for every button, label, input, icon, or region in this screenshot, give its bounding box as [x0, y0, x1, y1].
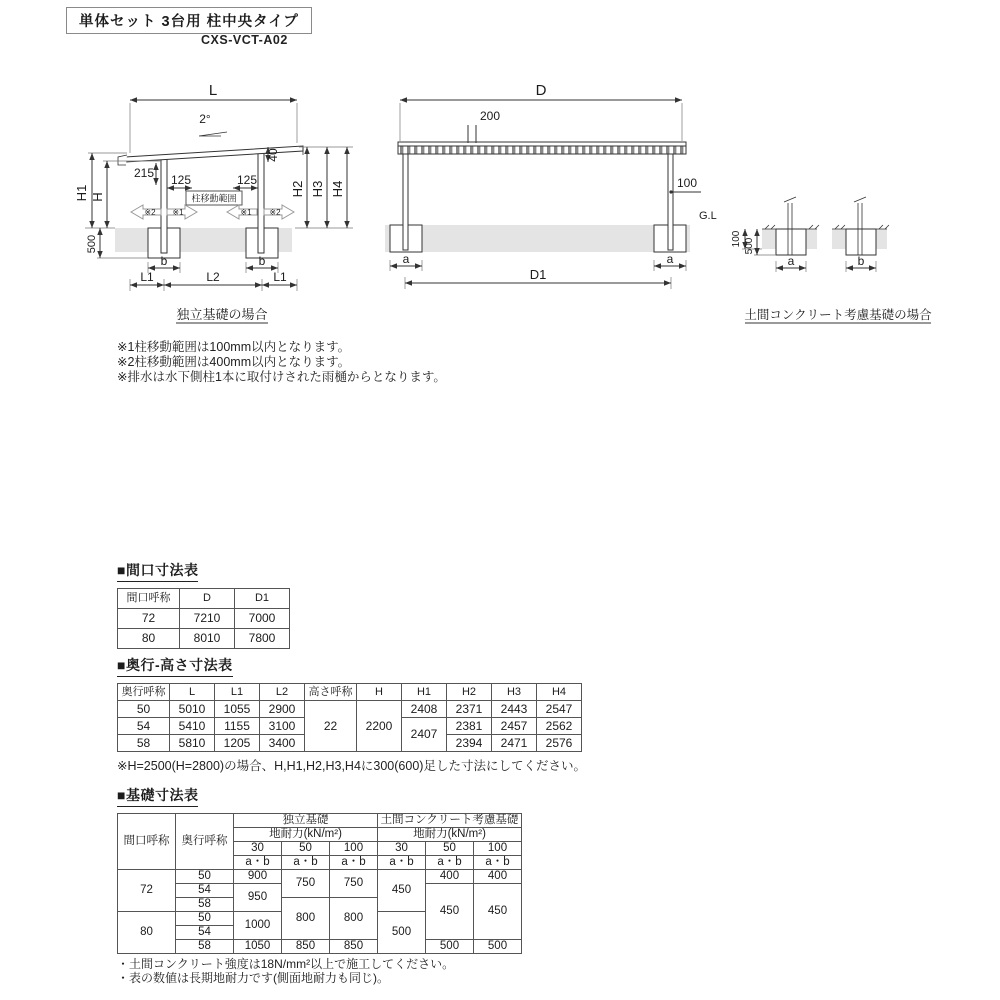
table-cell: 58: [176, 898, 234, 912]
table-cell: 450: [474, 884, 522, 940]
group-header-slab: 土間コンクリート考慮基礎: [378, 814, 522, 828]
col-header: a・b: [426, 856, 474, 870]
table-cell: 50: [176, 870, 234, 884]
table-cell: 7210: [180, 609, 235, 629]
table-cell: 72: [118, 609, 180, 629]
table-cell: 5810: [170, 735, 215, 752]
dim-label-l1a: L1: [140, 270, 154, 284]
maguchi-table-title: ■間口寸法表: [117, 560, 198, 582]
roof-beam: [398, 142, 686, 146]
col-header: 30: [378, 842, 426, 856]
col-header: D: [180, 589, 235, 609]
table-cell: 2408: [402, 701, 447, 718]
dim-label-215: 215: [133, 166, 154, 180]
col-header: H1: [402, 684, 447, 701]
table-cell: 2547: [537, 701, 582, 718]
col-header: H2: [447, 684, 492, 701]
page-title: 単体セット 3台用 柱中央タイプ: [66, 7, 312, 34]
table-cell: 54: [118, 718, 170, 735]
table-row: [118, 940, 522, 954]
col-header: a・b: [234, 856, 282, 870]
col-header: L: [170, 684, 215, 701]
table-cell: 800: [282, 898, 330, 940]
table-cell: 750: [282, 870, 330, 898]
table-row: [118, 629, 290, 649]
ref1-label-right: ※1: [240, 208, 252, 217]
col-header: H: [357, 684, 402, 701]
side-view-diagram: [74, 82, 353, 323]
okuyuki-table-title: ■奥行-高さ寸法表: [117, 655, 233, 677]
table-cell: 5410: [170, 718, 215, 735]
bearing-header: 地耐力(kN/m²): [378, 828, 522, 842]
table-header-row: [118, 684, 582, 701]
dim-label-100-front: 100: [677, 176, 698, 190]
dim-label-d: D: [535, 82, 547, 99]
ref2-label-left: ※2: [144, 208, 156, 217]
table-cell: 72: [118, 870, 176, 912]
table-header-row: [118, 814, 522, 828]
movement-range-label: 柱移動範囲: [191, 193, 237, 204]
okuyuki-table-note: ※H=2500(H=2800)の場合、H,H1,H2,H3,H4に300(600)足した寸法にしてください。: [117, 759, 586, 773]
foundation-b: [846, 229, 876, 255]
dim-label-125-right: 125: [236, 173, 258, 187]
table-header-row: [118, 589, 290, 609]
ground-level-label: G.L: [699, 210, 717, 222]
dim-label-l: L: [208, 82, 218, 99]
dim-label-a-left: a: [402, 252, 410, 266]
table-cell: 800: [330, 898, 378, 940]
table-cell: 1205: [215, 735, 260, 752]
maguchi-table: [117, 588, 290, 649]
table-cell: 450: [378, 870, 426, 912]
table-cell: 5010: [170, 701, 215, 718]
table-cell: 22: [305, 701, 357, 752]
col-header: 30: [234, 842, 282, 856]
table-cell: 50: [118, 701, 170, 718]
dim-label-d1: D1: [529, 267, 547, 282]
table-row: [118, 870, 522, 884]
table-cell: 500: [426, 940, 474, 954]
table-cell: 850: [282, 940, 330, 954]
dim-label-500-side: 500: [86, 234, 98, 254]
model-number: CXS-VCT-A02: [201, 33, 288, 47]
table-cell: 2900: [260, 701, 305, 718]
table-cell: 2381: [447, 718, 492, 735]
dim-label-100-slab: 100: [731, 230, 742, 248]
table-cell: 1000: [234, 912, 282, 940]
table-cell: 2457: [492, 718, 537, 735]
dim-label-b-left: b: [160, 254, 168, 268]
post-left: [161, 159, 167, 253]
table-cell: 2443: [492, 701, 537, 718]
table-cell: 400: [474, 870, 522, 884]
table-cell: 1050: [234, 940, 282, 954]
dim-label-125-left: 125: [170, 173, 192, 187]
table-cell: 58: [176, 940, 234, 954]
slope-label: 2°: [199, 112, 211, 126]
gutter: [118, 155, 127, 165]
table-cell: 8010: [180, 629, 235, 649]
col-header: a・b: [282, 856, 330, 870]
dim-label-a-right: a: [666, 252, 674, 266]
table-cell: 2576: [537, 735, 582, 752]
table-cell: 450: [426, 884, 474, 940]
col-header: a・b: [330, 856, 378, 870]
col-header: H3: [492, 684, 537, 701]
dim-label-h3: H3: [310, 180, 325, 198]
kiso-table-title: ■基礎寸法表: [117, 785, 198, 807]
table-row: [118, 701, 582, 718]
table-cell: 3100: [260, 718, 305, 735]
col-header: 間口呼称: [118, 589, 180, 609]
table-cell: 54: [176, 926, 234, 940]
dim-label-l2: L2: [206, 270, 220, 284]
post-left: [403, 154, 408, 250]
table-cell: 80: [118, 629, 180, 649]
table-cell: 2371: [447, 701, 492, 718]
dim-label-40: 40: [266, 148, 280, 162]
ref1-label-left: ※1: [172, 208, 184, 217]
table-cell: 7800: [235, 629, 290, 649]
bearing-header: 地耐力(kN/m²): [234, 828, 378, 842]
kiso-table-section: [117, 785, 522, 985]
table-cell: 1155: [215, 718, 260, 735]
table-cell: 1055: [215, 701, 260, 718]
col-header: 高さ呼称: [305, 684, 357, 701]
col-header: H4: [537, 684, 582, 701]
front-view-diagram: [385, 82, 717, 289]
foundation-a: [776, 229, 806, 255]
table-cell: 500: [474, 940, 522, 954]
dim-label-h2: H2: [290, 180, 305, 198]
dim-label-l1b: L1: [273, 270, 287, 284]
kiso-table: [117, 813, 522, 954]
dim-label-h4: H4: [330, 180, 345, 198]
table-cell: 50: [176, 912, 234, 926]
dim-label-200: 200: [480, 109, 501, 123]
col-header: a・b: [474, 856, 522, 870]
col-header: 奥行呼称: [176, 814, 234, 870]
table-row: [118, 609, 290, 629]
col-header: L1: [215, 684, 260, 701]
dim-label-b-right: b: [258, 254, 266, 268]
ground-band: [385, 225, 690, 252]
table-cell: 80: [118, 912, 176, 954]
dim-label-h: H: [90, 192, 105, 202]
technical-diagram: [55, 75, 960, 335]
ref2-label-right: ※2: [269, 208, 281, 217]
slab-foundation-detail: [731, 197, 932, 323]
okuyuki-table-section: [117, 655, 586, 774]
caption-independent-foundation: 独立基礎の場合: [176, 307, 268, 322]
table-cell: 2394: [447, 735, 492, 752]
col-header: 50: [282, 842, 330, 856]
kiso-footnote: ・土間コンクリート強度は18N/mm²以上で施工してください。: [117, 957, 455, 971]
okuyuki-table: [117, 683, 582, 752]
col-header: L2: [260, 684, 305, 701]
col-header: 100: [474, 842, 522, 856]
caption-slab-foundation: 土間コンクリート考慮基礎の場合: [744, 308, 932, 322]
col-header: a・b: [378, 856, 426, 870]
dim-label-500-slab: 500: [744, 237, 755, 255]
note-line: ※2柱移動範囲は400mm以内となります。: [117, 355, 351, 369]
table-cell: 3400: [260, 735, 305, 752]
table-cell: 58: [118, 735, 170, 752]
dim-label-h1: H1: [74, 184, 89, 202]
table-cell: 2471: [492, 735, 537, 752]
table-cell: 400: [426, 870, 474, 884]
table-cell: 2407: [402, 718, 447, 752]
table-cell: 54: [176, 884, 234, 898]
table-cell: 850: [330, 940, 378, 954]
table-cell: 750: [330, 870, 378, 898]
note-line: ※排水は水下側柱1本に取付けされた雨樋からとなります。: [117, 370, 446, 384]
maguchi-table-section: [117, 560, 290, 649]
post-right: [258, 151, 264, 253]
col-header: 50: [426, 842, 474, 856]
notes-block: [117, 340, 446, 385]
col-header: 間口呼称: [118, 814, 176, 870]
col-header: 奥行呼称: [118, 684, 170, 701]
table-cell: 950: [234, 884, 282, 912]
col-header: D1: [235, 589, 290, 609]
dim-label-a-slab: a: [787, 254, 795, 268]
dim-label-b-slab: b: [857, 254, 865, 268]
note-line: ※1柱移動範囲は100mm以内となります。: [117, 340, 351, 354]
table-cell: 7000: [235, 609, 290, 629]
table-cell: 900: [234, 870, 282, 884]
col-header: 100: [330, 842, 378, 856]
kiso-footnote: ・表の数値は長期地耐力です(側面地耐力も同じ)。: [117, 971, 389, 985]
group-header-independent: 独立基礎: [234, 814, 378, 828]
table-cell: 2200: [357, 701, 402, 752]
table-cell: 500: [378, 912, 426, 954]
roof-deck: [398, 146, 686, 154]
table-cell: 2562: [537, 718, 582, 735]
post-right: [668, 154, 673, 250]
